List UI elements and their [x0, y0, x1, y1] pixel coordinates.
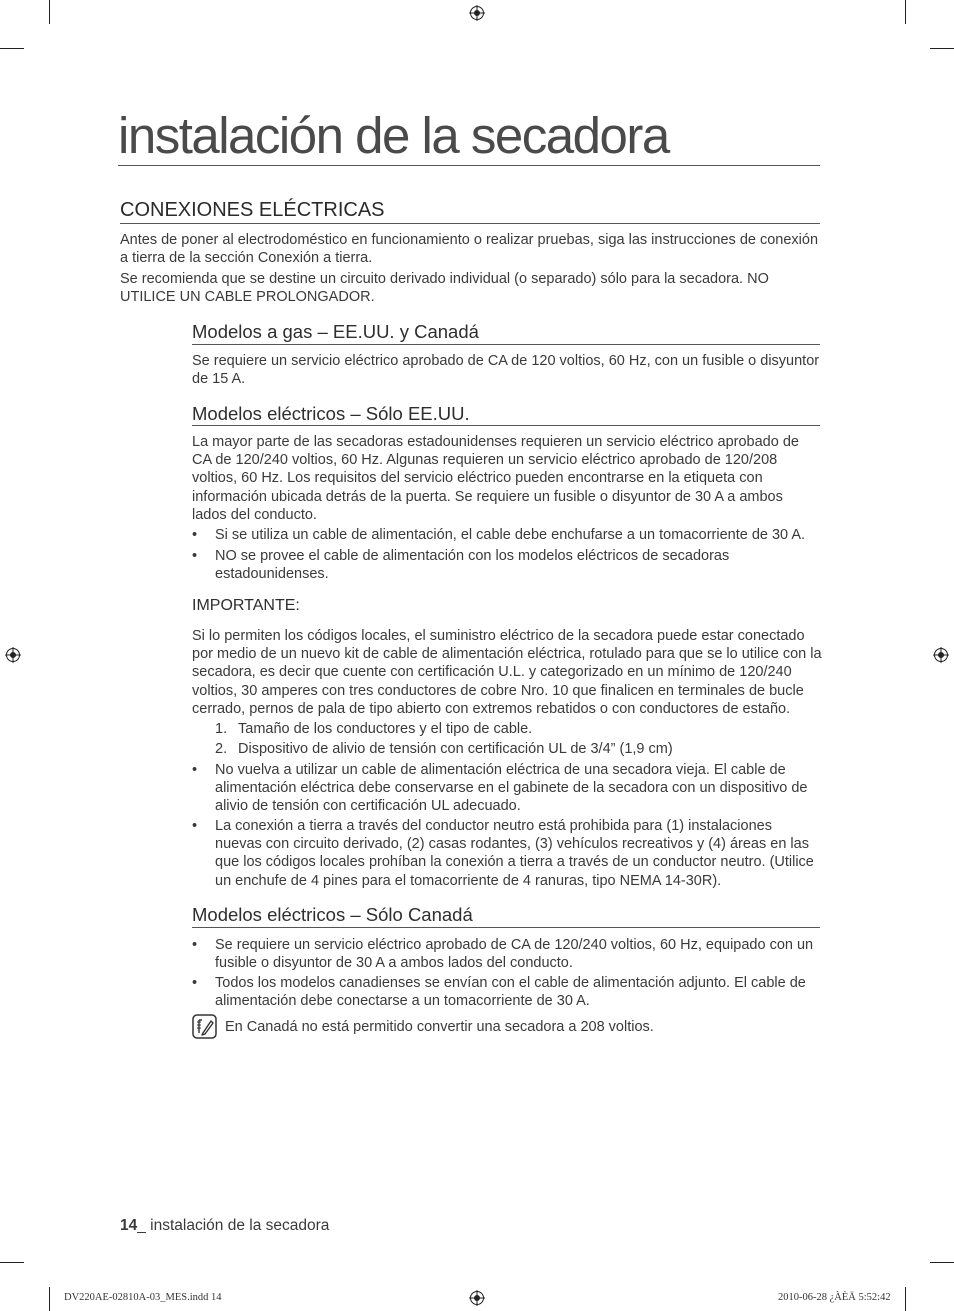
list-item-text: Se requiere un servicio eléctrico aprobado de CA de 120/240 voltios, 60 Hz, equipado con un fusible o disyuntor de 30 A a ambos lados del conducto. [215, 937, 814, 972]
note-pencil-icon [192, 1014, 217, 1039]
crop-mark [905, 1287, 906, 1311]
section-heading: CONEXIONES ELÉCTRICAS [120, 199, 385, 221]
section-rule [120, 223, 820, 224]
bullet-icon: • [192, 818, 198, 834]
heading-rule [192, 344, 820, 345]
item-number: 1. [215, 721, 228, 737]
crop-mark [930, 1262, 954, 1263]
list-item-text: Todos los modelos canadienses se envían con el cable de alimentación adjunto. El cable de alimentación debe conectarse a un tomacorriente de 30 A. [215, 975, 806, 1010]
bullet-icon: • [192, 937, 198, 953]
registration-mark-icon [469, 5, 485, 21]
intro-paragraph: Se recomienda que se destine un circuito derivado individual (o separado) sólo para la secadora. NO UTILICE UN CABLE PROLONGADOR. [120, 271, 769, 306]
list-item-text: La conexión a tierra a través del conductor neutro está prohibida para (1) instalaciones nuevas con circuito derivado, (2) casas rodantes, (3) vehículos recreativos y (4) áreas en las que los códigos locales prohíban la conexión a tierra a través de un conductor neutro. (Utilice un enchufe de 4 pines para el tomacorriente de 4 ranuras, tipo NEMA 14-30R). [215, 818, 814, 889]
bullet-icon: • [192, 975, 198, 991]
registration-mark-icon [933, 647, 949, 663]
bullet-icon: • [192, 548, 198, 564]
item-number: 2. [215, 741, 228, 757]
gas-models-text: Se requiere un servicio eléctrico aprobado de CA de 120 voltios, 60 Hz, con un fusible o disyuntor de 15 A. [192, 353, 820, 388]
important-heading: IMPORTANTE: [192, 597, 300, 614]
gas-models-heading: Modelos a gas – EE.UU. y Canadá [192, 321, 479, 342]
list-item-text: Si se utiliza un cable de alimentación, el cable debe enchufarse a un tomacorriente de 30 A. [215, 527, 806, 543]
crop-mark [930, 48, 954, 49]
bullet-icon: • [192, 762, 198, 778]
page-title: instalación de la secadora [118, 107, 669, 164]
list-item-text: NO se provee el cable de alimentación con los modelos eléctricos de secadoras estadounidenses. [215, 548, 730, 583]
crop-mark [49, 0, 50, 24]
footer-label: _ instalación de la secadora [137, 1217, 330, 1234]
electric-us-text: La mayor parte de las secadoras estadounidenses requieren un servicio eléctrico aprobado de CA de 120/240 voltios, 60 Hz. Algunas requieren un servicio eléctrico aprobado de 120/208 voltios, 60 Hz. Los requisitos del servicio eléctrico pueden encontrarse en la etiqueta con información ubicada detrás de la puerta. Se requiere un fusible o disyuntor de 30 A a ambos lados del conducto. [192, 434, 799, 523]
page-footer [120, 1217, 329, 1235]
heading-rule [192, 927, 820, 928]
intro-paragraph: Antes de poner al electrodoméstico en funcionamiento o realizar pruebas, siga las instrucciones de conexión a tierra de la sección Conexión a tierra. [120, 232, 819, 267]
title-rule [118, 165, 820, 166]
list-item-text: Tamaño de los conductores y el tipo de cable. [238, 721, 533, 737]
electric-canada-heading: Modelos eléctricos – Sólo Canadá [192, 904, 473, 925]
registration-mark-icon [5, 647, 21, 663]
registration-mark-icon [469, 1290, 485, 1306]
list-item-text: Dispositivo de alivio de tensión con certificación UL de 3/4” (1,9 cm) [238, 741, 673, 757]
print-slug-left: DV220AE-02810A-03_MES.indd 14 [64, 1292, 222, 1303]
important-text: Si lo permiten los códigos locales, el suministro eléctrico de la secadora puede estar conectado por medio de un nuevo kit de cable de alimentación eléctrica, rotulado para que se lo utilice con la secadora, es decir que cuente con certificación U.L. y categorizado en un mínimo de 120/240 voltios, 30 amperes con tres conductores de cobre Nro. 10 que finalicen en terminales de bucle cerrado, pernos de pala de tipo abierto con extremos rebatidos o con conductores de estaño. [192, 628, 822, 717]
list-item-text: No vuelva a utilizar un cable de alimentación eléctrica de una secadora vieja. El cable de alimentación eléctrica debe conservarse en el gabinete de la secadora con un dispositivo de alivio de tensión con certificación UL adecuado. [215, 762, 808, 815]
bullet-icon: • [192, 527, 198, 543]
print-slug-right: 2010-06-28 ¿ÀÈÄ 5:52:42 [778, 1292, 891, 1303]
heading-rule [192, 425, 820, 426]
crop-mark [49, 1287, 50, 1311]
crop-mark [905, 0, 906, 24]
note-text: En Canadá no está permitido convertir una secadora a 208 voltios. [225, 1019, 654, 1035]
electric-us-heading: Modelos eléctricos – Sólo EE.UU. [192, 403, 470, 424]
crop-mark [0, 48, 24, 49]
crop-mark [0, 1262, 24, 1263]
page-number: 14 [120, 1217, 138, 1234]
